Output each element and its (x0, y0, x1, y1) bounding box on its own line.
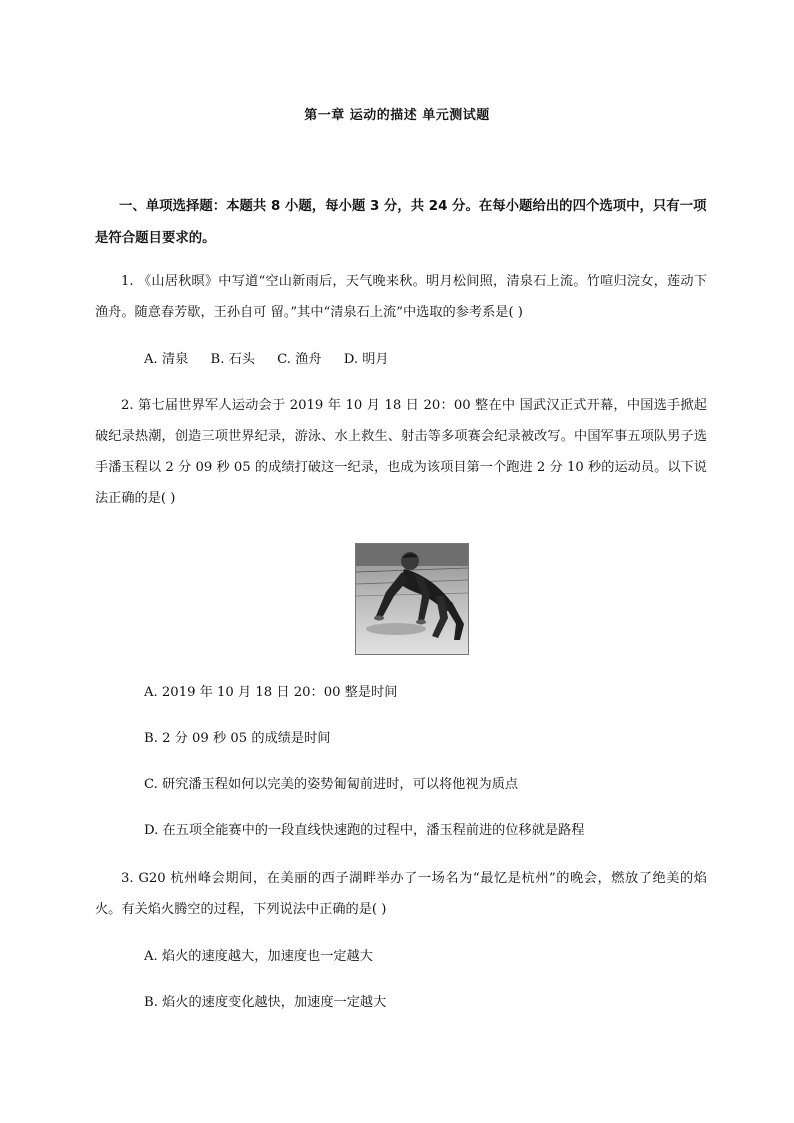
q2-option-d: D. 在五项全能赛中的一段直线快速跑的过程中，潘玉程前进的位移就是路程 (144, 823, 585, 838)
q2-option-c: C. 研究潘玉程如何以完美的姿势匍匐前进时，可以将他视为质点 (144, 777, 519, 792)
athlete-photo-image (356, 544, 468, 654)
question-1-options (144, 350, 407, 370)
q2-option-a: A. 2019 年 10 月 18 日 20：00 整是时间 (144, 685, 398, 700)
athlete-crawling-photo (355, 543, 469, 655)
q3-option-a: A. 焰火的速度越大，加速度也一定越大 (144, 949, 373, 964)
q1-option-d: D. 明月 (343, 352, 389, 367)
page-title: 第一章 运动的描述 单元测试题 (304, 108, 490, 123)
q1-option-b: B. 石头 (210, 352, 255, 367)
section-heading: 一、单项选择题：本题共 8 小题，每小题 3 分，共 24 分。在每小题给出的四个选项中，只有一项是符合题目要求的。 (95, 199, 707, 246)
q2-option-b: B. 2 分 09 秒 05 的成绩是时间 (144, 731, 331, 746)
question-1-stem: 1. 《山居秋暝》中写道“空山新雨后，天气晚来秋。明月松间照，清泉石上流。竹喧归浣女，莲动下渔舟。随意春芳歇，王孙自可 留。”其中“清泉石上流”中选取的参考系是( ) (95, 274, 707, 320)
question-2-stem: 2. 第七届世界军人运动会于 2019 年 10 月 18 日 20：00 整在中 国武汉正式开幕，中国选手掀起破纪录热潮，创造三项世界纪录，游泳、水上救生、射击等多项赛会纪录被改写。中国军事五项队男子选手潘玉程以 2 分 09 秒 05 的成绩打破这一纪录，也成为该项目第一个跑进 2 分 10 秒的运动员。以下说法正确的是( ) (95, 398, 707, 506)
question-3-stem: 3. G20 杭州峰会期间，在美丽的西子湖畔举办了一场名为“最忆是杭州”的晚会，燃放了绝美的焰火。有关焰火腾空的过程，下列说法中正确的是( ) (95, 871, 707, 917)
q1-option-c: C. 渔舟 (277, 352, 322, 367)
q3-option-b: B. 焰火的速度变化越快，加速度一定越大 (144, 995, 387, 1010)
q1-option-a: A. 清泉 (144, 352, 189, 367)
